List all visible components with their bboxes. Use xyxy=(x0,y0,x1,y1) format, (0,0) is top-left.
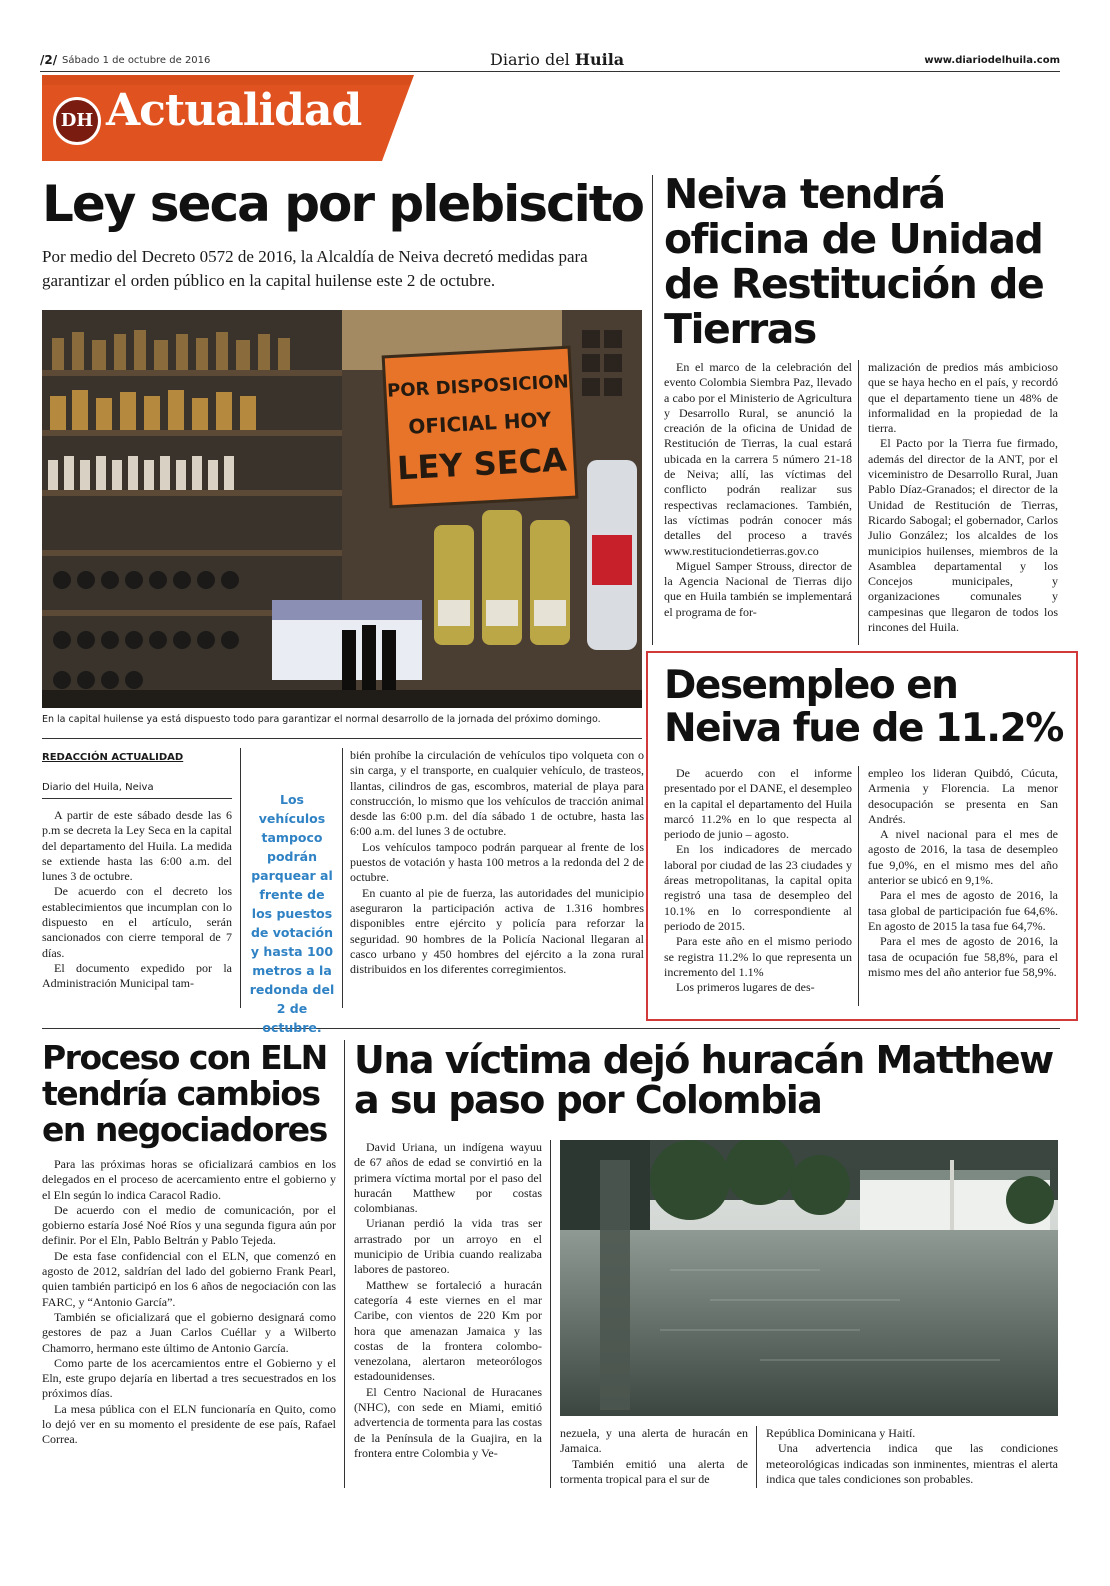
ley-seca-column-2 xyxy=(350,748,644,977)
matthew-headline: Una víctima dejó huracán Matthew a su paso por Colombia xyxy=(354,1038,1053,1122)
paragraph: República Dominicana y Haití. xyxy=(766,1426,916,1440)
paragraph: Miguel Samper Strouss, director de la Agencia Nacional de Tierras dijo que en Huila también se implementará el programa de for- xyxy=(664,558,852,619)
desempleo-column-1 xyxy=(664,766,852,995)
paragraph: De acuerdo con el informe presentado por el DANE, el desempleo en la capital el departamento del Huila marcó 11.2% en lo que respecta al periodo de junio – agosto. xyxy=(664,766,852,842)
paragraph: La mesa pública con el ELN funcionaría en Quito, como lo dejó ver en su momento el presidente de ese país, Rafael Correa. xyxy=(42,1401,336,1447)
section-banner xyxy=(42,75,414,161)
ley-seca-column-1 xyxy=(42,808,232,992)
paragraph: De acuerdo con el decreto los establecimientos que incumplan con lo dispuesto en el artículo, serán sancionados con cierre temporal de 7 días. xyxy=(42,884,232,960)
dateline: Diario del Huila, Neiva xyxy=(42,782,154,793)
paragraph: Para el mes de agosto de 2016, la tasa global de participación fue 64,6%. En agosto de 2015 la tasa fue 64,7%. xyxy=(868,888,1058,933)
paragraph: En cuanto al pie de fuerza, las autoridades del municipio aseguraron la participación activa de 1.316 hombres disponibles entre ejército y policía para reforzar la seguridad. 90 hombres de la Policía Nacional llegaran al casco urbano y 450 hombres del ejército a la zona rural distribuidos en los diferentes corregimientos. xyxy=(350,885,644,977)
paragraph: Para el mes de agosto de 2016, la tasa de ocupación fue 58,8%, para el mismo mes del año anterior fue 58,9%. xyxy=(868,934,1058,979)
paragraph: También se oficializará que el gobierno designará como gestores de paz a Juan Carlos Cuéllar y a Wilberto Chamorro, hermano este último de Antonio García. xyxy=(42,1309,336,1355)
ley-seca-photo xyxy=(42,310,642,708)
section-title: Actualidad xyxy=(106,85,362,136)
column-rule xyxy=(342,748,343,1008)
dh-logo: DH xyxy=(53,97,101,145)
matthew-column-1 xyxy=(354,1140,542,1461)
paragraph: malización de predios más ambicioso que se haya hecho en el país, y recordó que el departamento tiene un 48% de informalidad en la propiedad de la tierra. xyxy=(868,360,1058,436)
paragraph: bién prohíbe la circulación de vehículos tipo volqueta con o sin carga, y el transporte, en cualquier vehículo, de trasteos, llantas, cilindros de gas, escombros, material de playa para construcción, lo mismo que los vehículos de tracción animal desde las 6:00 p.m. del día sábado 1 de octubre, hasta las 6:00 a.m. del lunes 3 de octubre. xyxy=(350,748,644,839)
paragraph: empleo los lideran Quibdó, Cúcuta, Armenia y Florencia. La menor desocupación se presenta en San Andrés. xyxy=(868,766,1058,826)
page-header xyxy=(40,50,1060,72)
byline-rule xyxy=(42,798,232,799)
paragraph: El Centro Nacional de Huracanes (NHC), con sede en Miami, emitió advertencia de tormenta para las costas de la Península de la Guajira, en la frontera entre Colombia y Ve- xyxy=(354,1384,542,1460)
paragraph: Los primeros lugares de des- xyxy=(676,980,815,995)
column-rule xyxy=(756,1426,757,1488)
section-divider xyxy=(42,1028,1060,1029)
eln-headline: Proceso con ELN tendría cambios en negociadores xyxy=(42,1038,327,1149)
masthead-name: Huila xyxy=(574,50,625,69)
paragraph: En el marco de la celebración del evento Colombia Siembra Paz, llevado a cabo por el Ministerio de Agricultura y Desarrollo Rural, se anunció la creación de la oficina de Unidad de Restitución de Tierras, la cual estará ubicada en la carrera 5 número 21-18 de Neiva; allí, las víctimas del conflicto podrán realizar sus respectivas reclamaciones. También, las víctimas podrán conocer más detalles del proceso a través www.restituciondetierras.gov.co xyxy=(664,360,852,558)
issue-date: Sábado 1 de octubre de 2016 xyxy=(62,55,211,66)
eln-body xyxy=(42,1157,336,1448)
paragraph: A nivel nacional para el mes de agosto de 2016, la tasa de desempleo fue 9,0%, en el mismo mes del año anterior se ubicó en 9,1%. xyxy=(868,827,1058,888)
paragraph: nezuela, y una alerta de huracán en Jamaica. xyxy=(560,1426,748,1456)
paragraph: Como parte de los acercamientos entre el Gobierno y el Eln, este grupo dejaría en libertad a tres secuestrados en los próximos días. xyxy=(42,1355,336,1401)
matthew-column-3 xyxy=(766,1426,1058,1487)
paragraph: A partir de este sábado desde las 6 p.m se decreta la Ley Seca en la capital del departamento del Huila. La medida se extiende hasta las 6:00 a.m. del lunes 3 de octubre. xyxy=(42,808,232,884)
column-rule xyxy=(240,748,241,1008)
flooded-street-illustration xyxy=(560,1140,1058,1416)
liquor-store-illustration xyxy=(42,310,642,708)
column-rule xyxy=(550,1140,551,1488)
page-number: /2/ xyxy=(40,53,58,67)
ley-seca-caption: En la capital huilense ya está dispuesto todo para garantizar el normal desarrollo de la jornada del próximo domingo. xyxy=(42,714,601,725)
paragraph: De esta fase confidencial con el ELN, que comenzó en agosto de 2012, saldrían del lado del gobierno Frank Pearl, quien también participó en los 6 años de negociación con las FARC, y “Antonio García”. xyxy=(42,1248,336,1309)
section-divider xyxy=(42,738,642,739)
masthead-prefix: Diario del xyxy=(490,50,570,69)
desempleo-column-2 xyxy=(868,766,1058,980)
paragraph: En los indicadores de mercado laboral por ciudad de las 23 ciudades y áreas metropolitanas, la capital opita registró una tasa de desempleo del 10.1% en lo correspondiente al periodo de 2015. xyxy=(664,842,852,933)
website-url: www.diariodelhuila.com xyxy=(924,55,1060,66)
neiva-column-2 xyxy=(868,360,1058,635)
paragraph: Urianan perdió la vida tras ser arrastrado por un arroyo en el municipio de Uribia cuando realizaba labores de pastoreo. xyxy=(354,1216,542,1277)
masthead xyxy=(490,50,624,69)
paragraph: David Uriana, un indígena wayuu de 67 años de edad se convirtió en la primera víctima mortal por el paso del huracán Matthew por costas colombianas. xyxy=(354,1140,542,1216)
flood-photo xyxy=(560,1140,1058,1416)
pull-quote: Los vehículos tampoco podrán parquear al frente de los puestos de votación y hasta 100 metros a la redonda del 2 de octubre. xyxy=(249,792,335,1035)
desempleo-headline: Desempleo en Neiva fue de 11.2% xyxy=(664,663,1063,751)
paragraph: De acuerdo con el medio de comunicación, por el gobierno estaría José Noé Ríos y una segunda figura aún por definir. Por el Eln, Pablo Beltrán y Pablo Tejeda. xyxy=(42,1202,336,1248)
paragraph: Una advertencia indica que las condiciones meteorológicas indicadas son inminentes, mientras el alerta indica que tales condiciones son probables. xyxy=(766,1441,1058,1486)
paragraph: Para este año en el mismo periodo se registra 11.2% lo que representa un incremento del 1.1% xyxy=(664,934,852,979)
paragraph: Los vehículos tampoco podrán parquear al frente de los puestos de votación y hasta 100 metros a la redonda del 2 de octubre. xyxy=(350,839,644,885)
paragraph: El documento expedido por la Administración Municipal tam- xyxy=(42,960,232,991)
paragraph: Matthew se fortaleció a huracán categoría 4 este viernes en el mar Caribe, con vientos de 220 Km por hora que amenazan Jamaica y las costas de la frontera colombo-venezolana, alertaron meteorólogos estadounidenses. xyxy=(354,1277,542,1384)
neiva-column-1 xyxy=(664,360,852,620)
column-rule xyxy=(344,1040,345,1488)
paragraph: El Pacto por la Tierra fue firmado, además del director de la ANT, por el viceministro de Desarrollo Rural, Juan Pablo Díaz-Granados; el director de la Unidad de Restitución de Tierras, Ricardo Sabogal; el gobernador, Carlos Julio González; los alcaldes de los municipios huilenses, miembros de la Asamblea departamental y los Concejos municipales, y organizaciones comunales y campesinas que llegaron de todos los rincones del Huila. xyxy=(868,436,1058,635)
ley-seca-deck: Por medio del Decreto 0572 de 2016, la Alcaldía de Neiva decretó medidas para garantizar el orden público en la capital huilense este 2 de octubre. xyxy=(42,247,588,290)
byline: REDACCIÓN ACTUALIDAD xyxy=(42,752,184,763)
column-rule xyxy=(652,175,653,645)
matthew-column-2 xyxy=(560,1426,748,1487)
neiva-headline: Neiva tendrá oficina de Unidad de Restitución de Tierras xyxy=(664,170,1044,353)
sign-line-3: LEY SECA xyxy=(396,440,568,488)
paragraph: También emitió una alerta de tormenta tropical para el sur de xyxy=(560,1456,748,1486)
ley-seca-headline: Ley seca por plebiscito xyxy=(42,175,643,233)
sign-line-2: OFICIAL HOY xyxy=(407,407,552,439)
sign-line-1: POR DISPOSICION xyxy=(386,371,570,402)
column-rule xyxy=(858,360,859,645)
paragraph: Para las próximas horas se oficializará cambios en los delegados en el proceso de acercamiento entre el gobierno y el Eln según lo indica Caracol Radio. xyxy=(42,1157,336,1202)
